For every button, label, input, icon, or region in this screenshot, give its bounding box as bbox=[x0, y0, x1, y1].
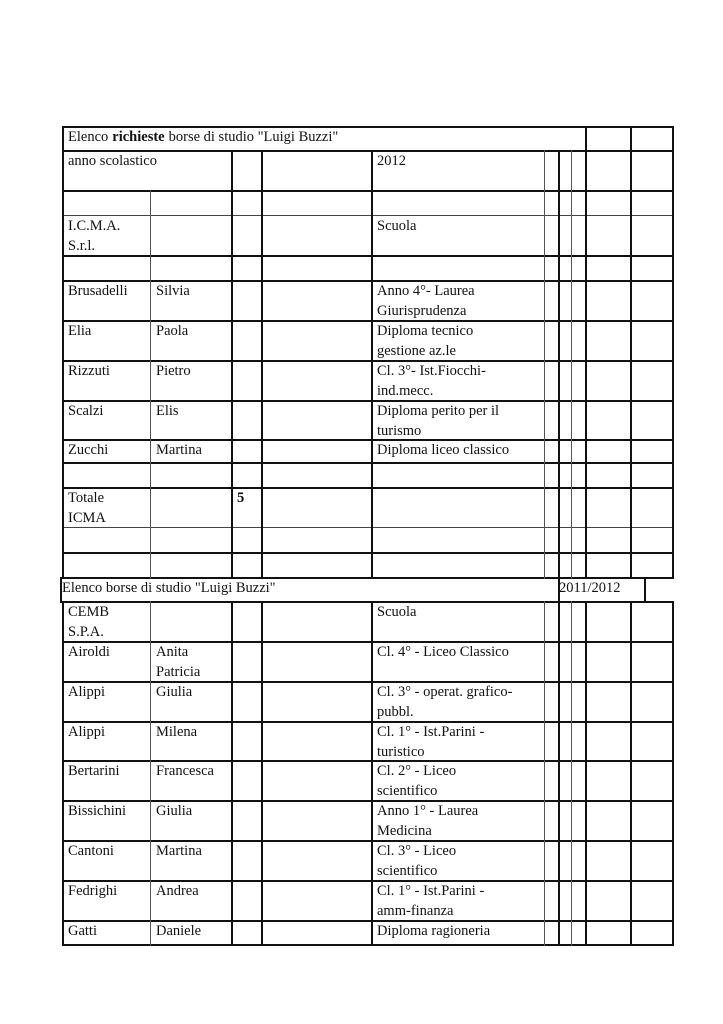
student-surname: Brusadelli bbox=[68, 283, 128, 299]
student-name: Pietro bbox=[156, 363, 191, 379]
student-name: Giulia bbox=[156, 684, 193, 700]
student-name: Anita Patricia bbox=[156, 644, 201, 680]
column-border bbox=[571, 150, 572, 579]
column-border bbox=[585, 126, 587, 579]
table2-year: 2011/2012 bbox=[559, 580, 621, 596]
student-surname: Rizzuti bbox=[68, 363, 110, 379]
company-icma: I.C.M.A. S.r.l. bbox=[68, 218, 121, 254]
student-name: Giulia bbox=[156, 803, 193, 819]
row-border bbox=[62, 601, 674, 603]
student-name: Milena bbox=[156, 724, 198, 740]
column-border bbox=[630, 126, 632, 579]
column-border bbox=[544, 601, 545, 946]
student-surname: Alippi bbox=[68, 724, 106, 740]
total-value: 5 bbox=[237, 490, 245, 506]
student-surname: Bertarini bbox=[68, 763, 120, 779]
student-school: Diploma tecnico gestione az.le bbox=[377, 323, 474, 359]
student-surname: Zucchi bbox=[68, 442, 109, 458]
student-school: Diploma ragioneria bbox=[377, 923, 491, 939]
student-name: Martina bbox=[156, 843, 202, 859]
column-border bbox=[630, 601, 632, 946]
student-name: Silvia bbox=[156, 283, 190, 299]
student-school: Diploma liceo classico bbox=[377, 442, 510, 458]
title-bold: richieste bbox=[112, 129, 165, 145]
row-border bbox=[62, 527, 674, 528]
column-border bbox=[558, 150, 560, 579]
row-border bbox=[62, 255, 674, 257]
student-name: Martina bbox=[156, 442, 202, 458]
row-border bbox=[62, 487, 674, 489]
column-border bbox=[261, 601, 263, 946]
row-border bbox=[62, 190, 674, 192]
student-school: Cl. 1° - Ist.Parini - amm-finanza bbox=[377, 883, 485, 919]
student-school: Cl. 3°- Ist.Fiocchi- ind.mecc. bbox=[377, 363, 486, 399]
row-border bbox=[62, 215, 674, 216]
table2-title: Elenco borse di studio "Luigi Buzzi" bbox=[62, 580, 276, 596]
student-school: Cl. 3° - operat. grafico- pubbl. bbox=[377, 684, 513, 720]
title-prefix: Elenco bbox=[68, 129, 109, 145]
student-school: Cl. 2° - Liceo scientifico bbox=[377, 763, 457, 799]
student-surname: Elia bbox=[68, 323, 92, 339]
student-name: Elis bbox=[156, 403, 179, 419]
company-cemb: CEMB S.P.A. bbox=[68, 604, 110, 640]
student-name: Andrea bbox=[156, 883, 199, 899]
anno-scolastico-value: 2012 bbox=[377, 153, 406, 169]
column-border bbox=[544, 150, 545, 579]
student-school: Cl. 4° - Liceo Classico bbox=[377, 644, 509, 660]
column-border bbox=[672, 126, 674, 579]
scuola-header-1: Scuola bbox=[377, 218, 417, 234]
title-suffix: borse di studio "Luigi Buzzi" bbox=[168, 129, 339, 145]
student-school: Anno 4°- Laurea Giurisprudenza bbox=[377, 283, 475, 319]
column-border bbox=[672, 601, 674, 946]
column-border bbox=[261, 150, 263, 579]
column-border bbox=[571, 601, 572, 946]
student-surname: Cantoni bbox=[68, 843, 114, 859]
column-border bbox=[585, 601, 587, 946]
row-border bbox=[62, 462, 674, 464]
column-border bbox=[231, 601, 233, 946]
row-border bbox=[62, 552, 674, 554]
scuola-header-2: Scuola bbox=[377, 604, 417, 620]
student-surname: Scalzi bbox=[68, 403, 104, 419]
student-school: Anno 1° - Laurea Medicina bbox=[377, 803, 479, 839]
student-surname: Fedrighi bbox=[68, 883, 118, 899]
table1-title bbox=[62, 126, 585, 150]
student-school: Cl. 3° - Liceo scientifico bbox=[377, 843, 457, 879]
student-school: Cl. 1° - Ist.Parini - turistico bbox=[377, 724, 485, 760]
column-border bbox=[644, 577, 646, 603]
student-surname: Alippi bbox=[68, 684, 106, 700]
student-surname: Airoldi bbox=[68, 644, 110, 660]
student-name: Paola bbox=[156, 323, 189, 339]
total-label: Totale ICMA bbox=[68, 490, 106, 526]
student-surname: Gatti bbox=[68, 923, 97, 939]
anno-scolastico-label: anno scolastico bbox=[68, 153, 157, 169]
student-name: Daniele bbox=[156, 923, 202, 939]
student-name: Francesca bbox=[156, 763, 214, 779]
row-border bbox=[62, 944, 674, 946]
student-surname: Bissichini bbox=[68, 803, 127, 819]
student-school: Diploma perito per il turismo bbox=[377, 403, 500, 439]
column-border bbox=[558, 601, 560, 946]
